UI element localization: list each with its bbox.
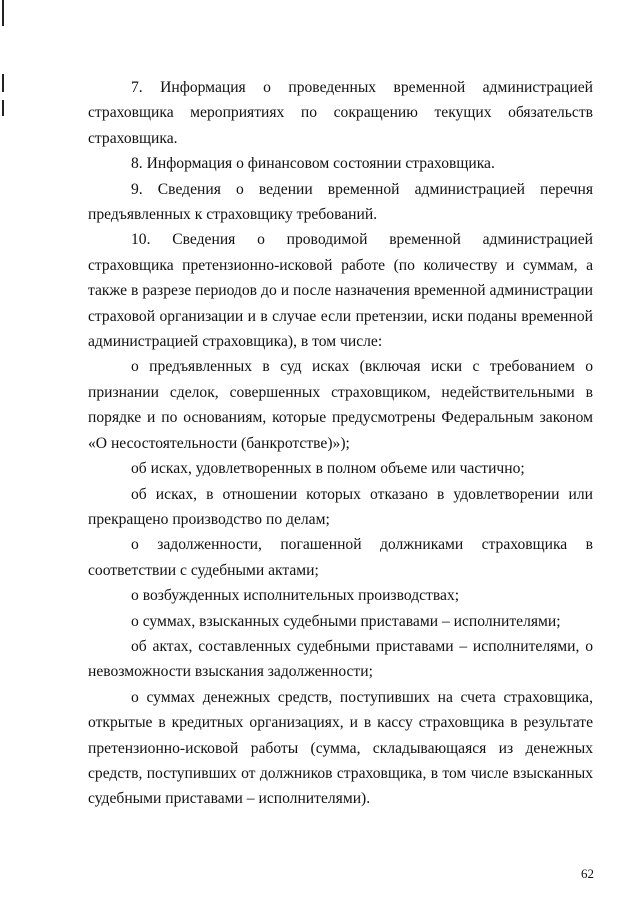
document-body	[88, 75, 593, 812]
page-number: 62	[581, 866, 594, 881]
paragraph-debt-repaid: о задолженности, погашенной должниками страховщика в соответствии с судебными актами;	[88, 536, 593, 579]
scan-edge-mark	[2, 0, 4, 26]
paragraph-item-10: 10. Сведения о проводимой временной администрацией страховщика претензионно-исковой работе (по количеству и суммам, а также в разрезе периодов до и после назначения временной администрации страховой организации и в случае если претензии, иски поданы временной администрацией страховщика), в том числе:	[88, 231, 593, 351]
paragraph-item-7: 7. Информация о проведенных временной администрацией страховщика мероприятиях по сокращению текущих обязательств страховщика.	[88, 79, 593, 147]
paragraph-lawsuits-filed: о предъявленных в суд исках (включая иски с требованием о признании сделок, совершенных страховщиком, недействительными в порядке и по основаниям, которые предусмотрены Федеральным законом «О несостоятельности (банкротстве)»);	[88, 358, 593, 452]
paragraph-enforcement-proceedings: о возбужденных исполнительных производствах;	[131, 587, 460, 605]
paragraph-item-8: 8. Информация о финансовом состоянии страховщика.	[131, 155, 495, 173]
paragraph-item-9: 9. Сведения о ведении временной администрацией перечня предъявленных к страховщику требований.	[88, 180, 593, 224]
paragraph-lawsuits-rejected: об исках, в отношении которых отказано в удовлетворении или прекращено производство по делам;	[88, 485, 593, 528]
paragraph-bailiff-acts: об актах, составленных судебными приставами – исполнителями, о невозможности взыскания задолженности;	[88, 637, 593, 681]
scan-edge-mark	[2, 100, 4, 116]
paragraph-lawsuits-satisfied: об исках, удовлетворенных в полном объеме или частично;	[131, 460, 525, 478]
paragraph-funds-received: о суммах денежных средств, поступивших на счета страховщика, открытые в кредитных организациях, и в кассу страховщика в результате претензионно-исковой работы (сумма, складывающаяся из денежных средств, поступивших от должников страховщика, в том числе взысканных судебными приставами – исполнителями).	[88, 688, 593, 808]
scan-edge-mark	[2, 74, 4, 92]
paragraph-sums-recovered: о суммах, взысканных судебными приставами – исполнителями;	[131, 612, 561, 630]
